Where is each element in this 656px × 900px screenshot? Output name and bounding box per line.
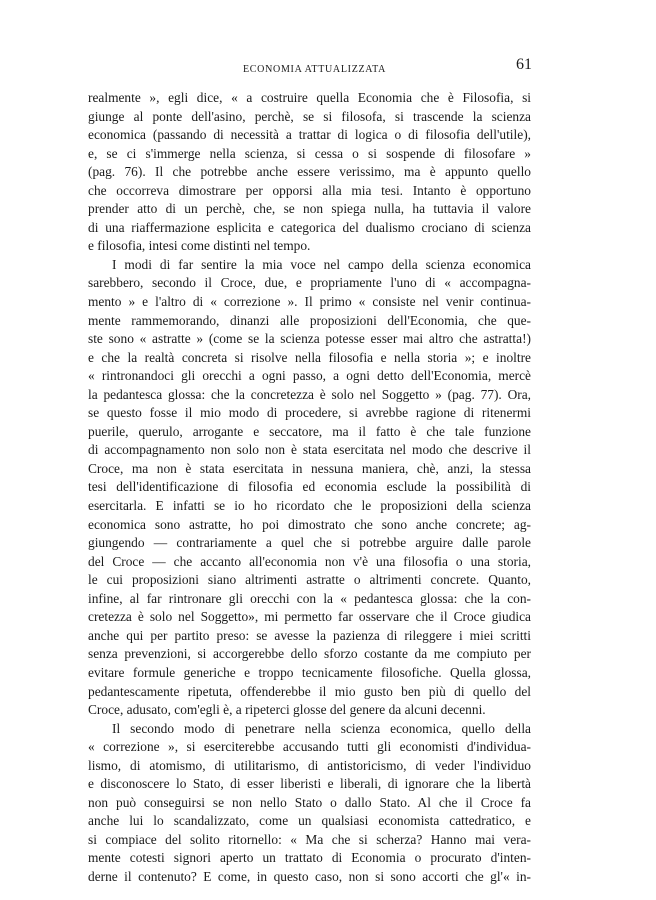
text-line: tesi dell'identificazione di filosofia ed economia esclude la possibilità di	[88, 479, 531, 495]
text-line: sarebbero, secondo il Croce, due, e propriamente l'uno di « accompagna-	[88, 275, 531, 291]
text-line: mento » e l'altro di « correzione ». Il primo « consiste nel venir continua-	[88, 294, 531, 310]
text-line: Croce, ma non è stata esercitata in nessuna maniera, chè, anzi, la stessa	[88, 460, 531, 476]
text-line: senza prevenzioni, si accorgerebbe dello sforzo costante da me compiuto per	[88, 646, 531, 662]
text-line: se questo fosse il mio modo di procedere, si avrebbe ragione di ritenermi	[88, 405, 531, 421]
text-line: e che la realtà concreta si risolve nella filosofia e nella storia »; e inoltre	[88, 349, 531, 365]
text-line: pedantescamente ripetuta, offenderebbe il mio gusto ben più di quello del	[88, 683, 531, 699]
text-line: le cui proposizioni siano altrimenti astratte o altrimenti concrete. Quanto,	[88, 572, 531, 588]
text-line: giungendo — contrariamente a quel che si potrebbe arguire dalle parole	[88, 535, 531, 551]
text-line: puerile, querulo, arrogante e seccatore, ma il fatto è che tale funzione	[88, 423, 531, 439]
text-line: ste sono « astratte » (come se la scienza potesse esser mai altro che astratta!)	[88, 331, 531, 347]
body-text	[88, 89, 531, 887]
text-line: « correzione », si eserciterebbe accusando tutti gli economisti d'individua-	[88, 739, 531, 755]
text-line: anche qui per partito preso: se avesse la pazienza di rileggere i miei scritti	[88, 627, 531, 643]
text-line: mente cotesti signori aperto un trattato di Economia o procurato d'inten-	[88, 850, 531, 866]
text-line: non può conseguirsi se non nello Stato o dallo Stato. Al che il Croce fa	[88, 794, 531, 810]
text-line: mente rammemorando, dinanzi alle proposizioni dell'Economia, che que-	[88, 312, 531, 328]
text-line: e, se ci s'immerge nella scienza, si cessa o si sospende di filosofare »	[88, 145, 531, 161]
text-line: del Croce — che accanto all'economia non v'è una filosofia o una storia,	[88, 553, 531, 569]
text-line: anche lui lo scandalizzato, come un qualsiasi economista cattedratico, e	[88, 813, 531, 829]
text-line: (pag. 76). Il che potrebbe anche essere verissimo, ma è appunto quello	[88, 164, 531, 180]
text-line: evitare formule generiche e troppo tecnicamente filosofiche. Quella glossa,	[88, 664, 531, 680]
text-line: esercitarla. E infatti se io ho ricordato che le proposizioni della scienza	[88, 498, 531, 514]
running-title: ECONOMIA ATTUALIZZATA	[243, 64, 387, 75]
text-line: Croce, adusato, com'egli è, a ripeterci glosse del genere da alcuni decenni.	[88, 702, 486, 718]
text-line: economica (passando di necessità a trattar di logica o di filosofia dell'utile),	[88, 127, 531, 143]
text-line: cretezza è solo nel Soggetto», mi permetto far osservare che il Croce giudica	[88, 609, 531, 625]
text-line: derne il contenuto? E come, in questo caso, non si sono accorti che gl'« in-	[88, 868, 531, 884]
text-line: « rintronandoci gli orecchi a ogni passo, a ogni detto dell'Economia, mercè	[88, 368, 531, 384]
text-line: giunge al ponte dell'asino, perchè, se si filosofa, si trascende la scienza	[88, 108, 531, 124]
text-line: si compiace del solito ritornello: « Ma che si scherza? Hanno mai vera-	[88, 831, 531, 847]
text-line: infine, al far rintronare gli orecchi con la « pedantesca glossa: che la con-	[88, 590, 531, 606]
text-line: che occorreva dimostrare per opporsi alla mia tesi. Intanto è opportuno	[88, 182, 531, 198]
text-line: e filosofia, intesi come distinti nel tempo.	[88, 238, 311, 254]
text-line: di accompagnamento non solo non è stata esercitata nel modo che descrive il	[88, 442, 531, 458]
text-line: lismo, di atomismo, di utilitarismo, di antistoricismo, di veder l'individuo	[88, 757, 531, 773]
text-line: la pedantesca glossa: che la concretezza è solo nel Soggetto » (pag. 77). Ora,	[88, 386, 531, 402]
text-line: e disconoscere lo Stato, di esser liberisti e liberali, di ignorare che la libertà	[88, 776, 531, 792]
text-line: prender atto di un perchè, che, se non spiega nulla, ha tuttavia il valore	[88, 201, 531, 217]
text-line: economica sono astratte, ho poi dimostrato che sono anche concrete; ag-	[88, 516, 531, 532]
text-line: Il secondo modo di penetrare nella scienza economica, quello della	[112, 720, 531, 736]
text-line: di una riaffermazione esplicita e categorica del dualismo crociano di scienza	[88, 219, 531, 235]
page-number: 61	[516, 56, 532, 73]
text-line: I modi di far sentire la mia voce nel campo della scienza economica	[112, 256, 531, 272]
text-line: realmente », egli dice, « a costruire quella Economia che è Filosofia, si	[88, 90, 531, 105]
